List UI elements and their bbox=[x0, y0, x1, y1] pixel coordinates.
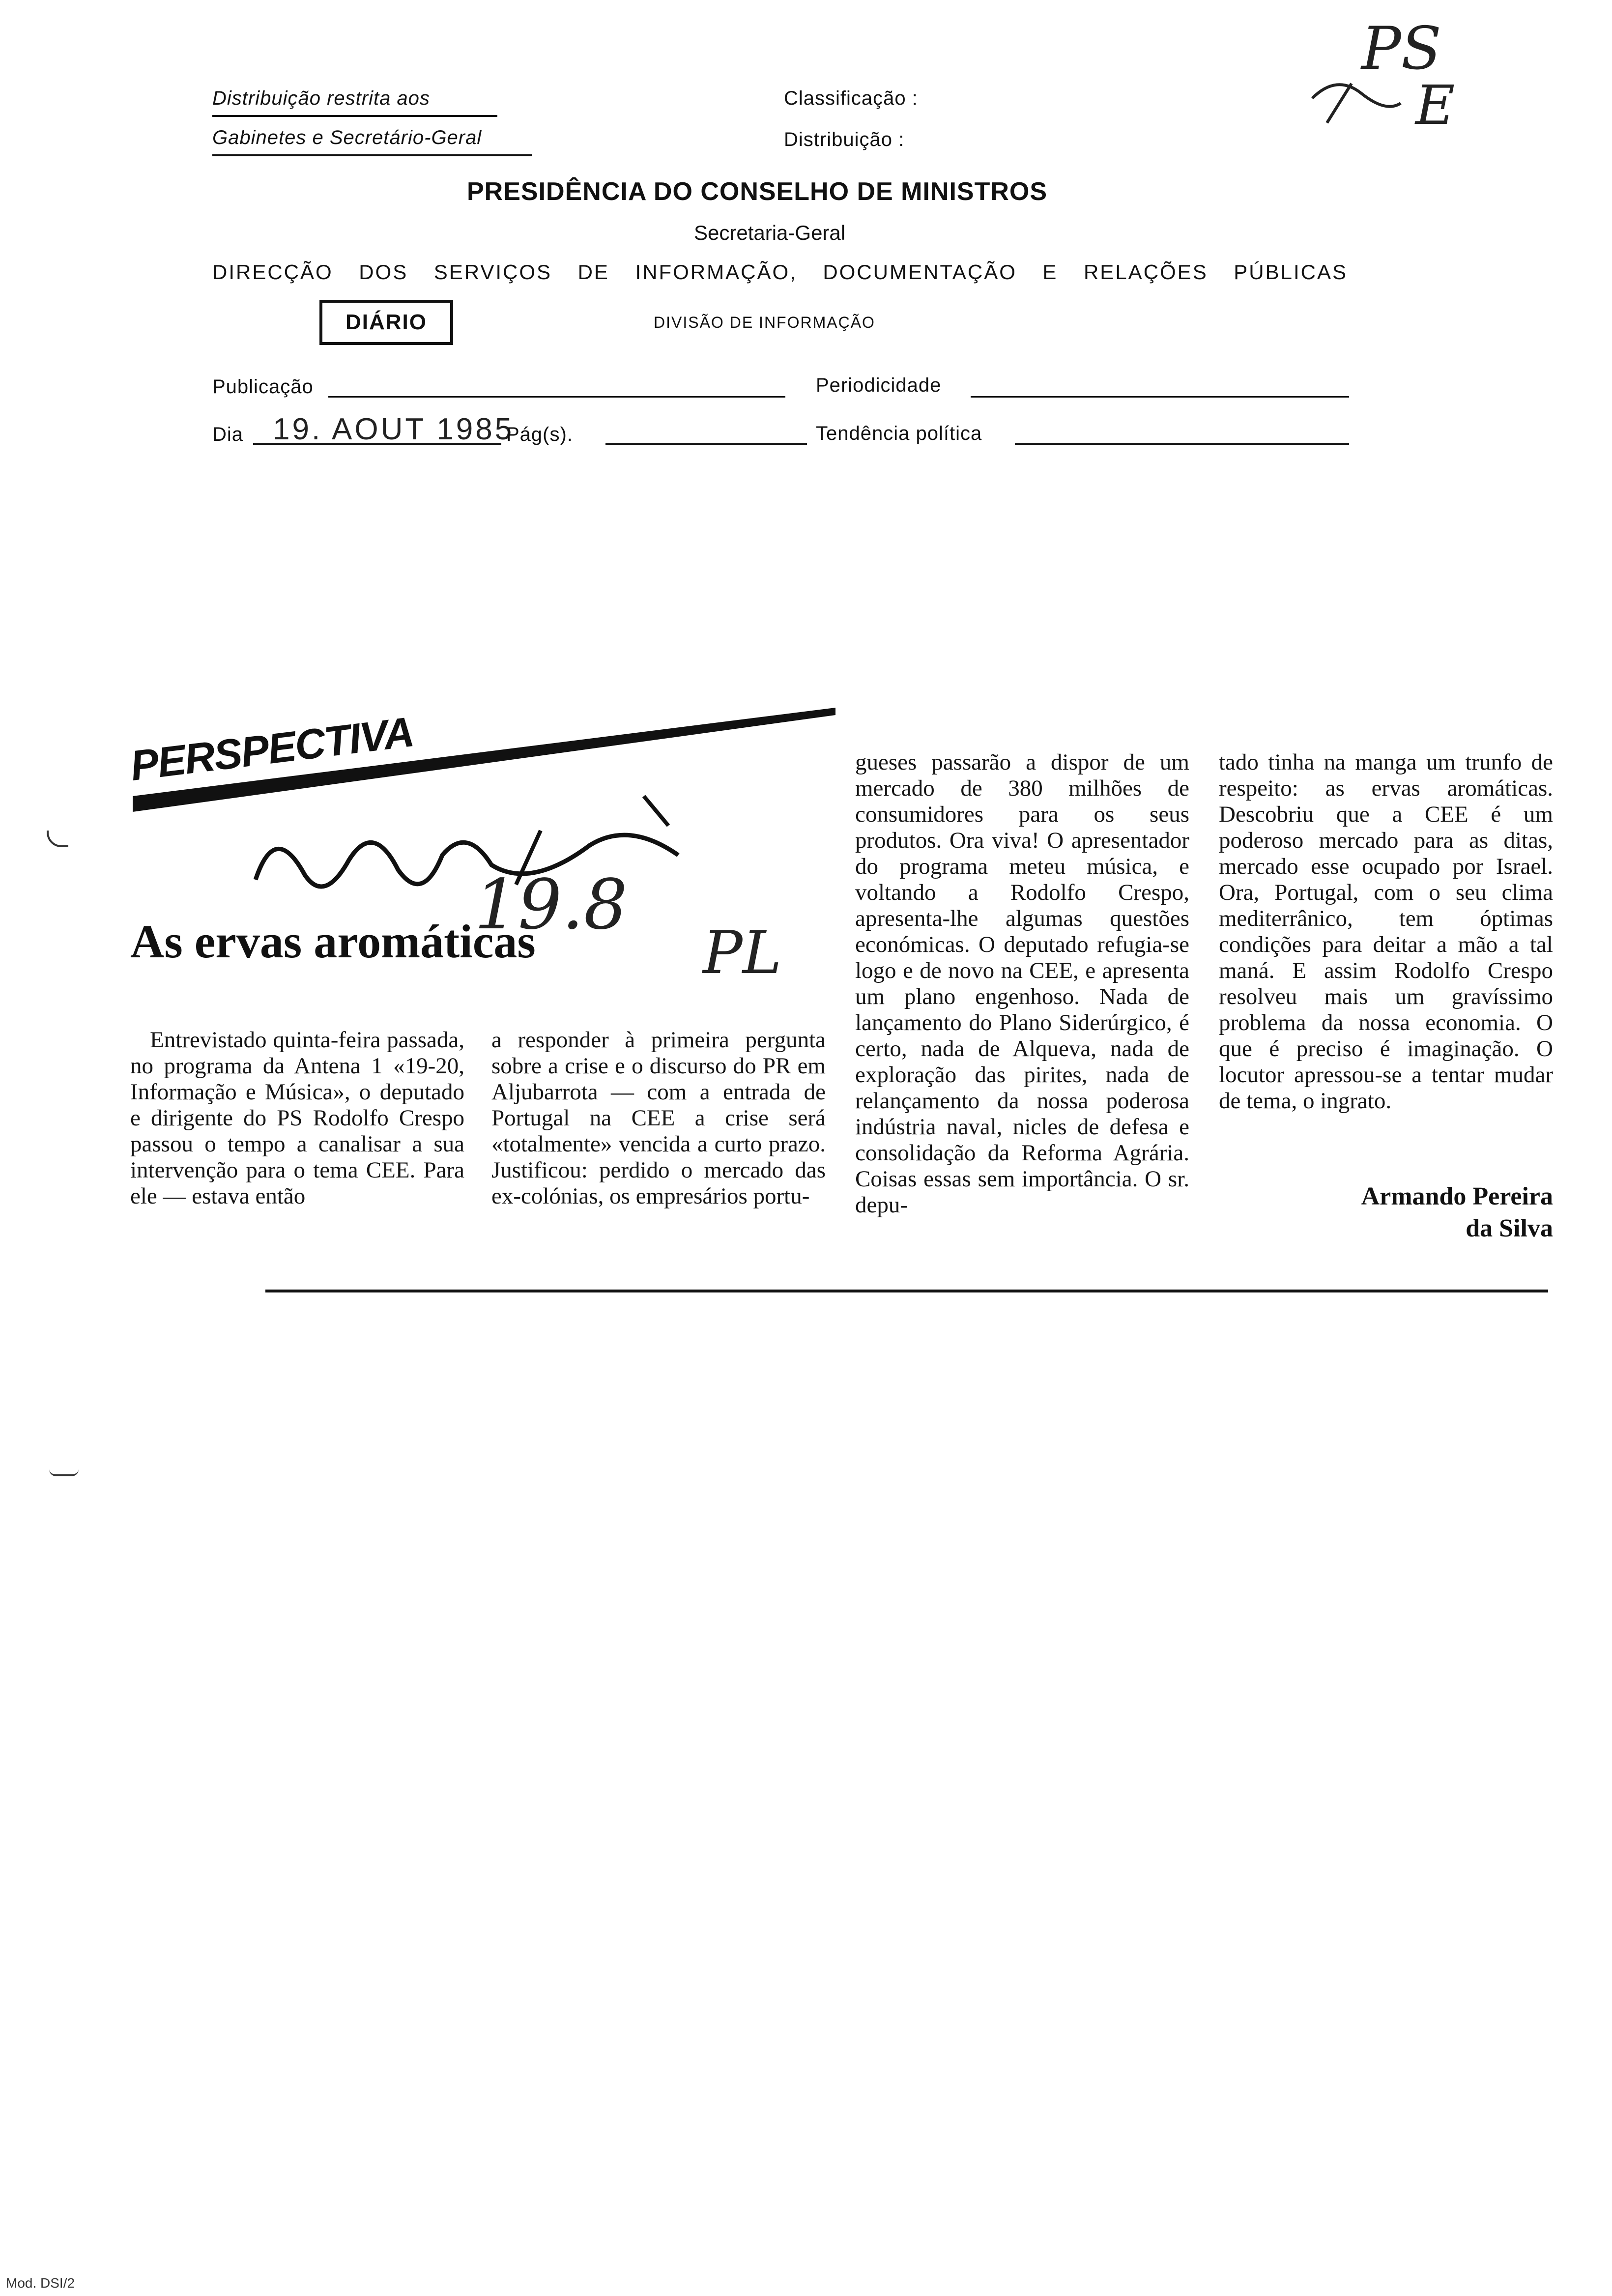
article-clipping bbox=[123, 683, 1553, 1307]
day-value: 19. AOUT 1985 bbox=[273, 412, 515, 446]
divider bbox=[212, 115, 497, 117]
pages-label: Pág(s). bbox=[506, 424, 573, 445]
handwritten-scribble-icon bbox=[1307, 64, 1406, 133]
org-title: PRESIDÊNCIA DO CONSELHO DE MINISTROS bbox=[467, 177, 1048, 206]
publication-field bbox=[328, 373, 785, 398]
author-byline-2: da Silva bbox=[1466, 1214, 1553, 1242]
division-label: DIVISÃO DE INFORMAÇÃO bbox=[654, 314, 875, 331]
article-column-1: Entrevistado quinta-feira passada, no programa da Antena 1 «19-20, Informação e Música», o deputado e dirigente do PS Rodolfo Crespo passou o tempo a canalisar a sua intervenção para o tema CEE. Para ele — estava então bbox=[130, 1027, 464, 1209]
margin-mark bbox=[47, 831, 68, 847]
distribution-line-2: Gabinetes e Secretário-Geral bbox=[212, 127, 482, 148]
tendency-label: Tendência política bbox=[816, 423, 982, 444]
article-headline: As ervas aromáticas bbox=[130, 915, 536, 968]
handwritten-e-note: E bbox=[1415, 74, 1455, 137]
section-title: PERSPECTIVA bbox=[128, 708, 416, 790]
publication-label: Publicação bbox=[212, 376, 314, 398]
handwritten-ps-note: PS bbox=[1361, 15, 1441, 83]
form-code: Mod. DSI/2 bbox=[6, 2275, 75, 2291]
clipping-bottom-rule bbox=[265, 1290, 1548, 1292]
periodicity-label: Periodicidade bbox=[816, 374, 942, 396]
distribution-line-1: Distribuição restrita aos bbox=[212, 87, 430, 109]
day-field bbox=[253, 418, 501, 445]
article-column-2: a responder à primeira pergunta sobre a crise e o discurso do PR em Aljubarrota — com a entrada de Portugal na CEE a crise será «totalmente» vencida a curto prazo. Justificou: perdido o mercado das ex-colónias, os empresários portu- bbox=[491, 1027, 826, 1209]
pages-field bbox=[605, 418, 807, 445]
author-byline-1: Armando Pereira bbox=[1361, 1182, 1553, 1210]
divider bbox=[212, 154, 532, 156]
classification-label: Classificação : bbox=[784, 87, 918, 109]
diario-stamp: DIÁRIO bbox=[319, 300, 453, 345]
day-label: Dia bbox=[212, 424, 244, 445]
distribution-label: Distribuição : bbox=[784, 129, 905, 150]
tendency-field bbox=[1015, 418, 1349, 445]
periodicity-field bbox=[971, 373, 1349, 398]
handwritten-date-note: 19.8 bbox=[474, 865, 628, 945]
article-column-3: gueses passarão a dispor de um mercado de 380 milhões de consumidores para os seus produtos. Ora viva! O apresentador do programa meteu música, e voltando a Rodolfo Crespo, apresenta-lhe algumas questões económicas. O deputado refugia-se logo e de novo na CEE, e apresenta um plano engenhoso. Nada de lançamento do Plano Siderúrgico, é certo, nada de Alqueva, nada de exploração das pirites, nada de relançamento da nossa poderosa indústria naval, nicles de defesa e consolidação da Reforma Agrária. Coisas essas sem importância. O sr. depu- bbox=[855, 749, 1189, 1218]
direction-line: DIRECÇÃO DOS SERVIÇOS DE INFORMAÇÃO, DOCUMENTAÇÃO E RELAÇÕES PÚBLICAS bbox=[212, 260, 1348, 284]
article-column-4: tado tinha na manga um trunfo de respeito: as ervas aromáticas. Descobriu que a CEE é um poderoso mercado para as ditas, mercado esse ocupado por Israel. Ora, Portugal, com o seu clima mediterrânico, tem óptimas condições para deitar a mão a tal maná. E assim Rodolfo Crespo resolveu mais um gravíssimo problema da nossa economia. O que é preciso é imaginação. O locutor apressou-se a tentar mudar de tema, o ingrato. bbox=[1219, 749, 1553, 1114]
org-subtitle: Secretaria-Geral bbox=[694, 221, 846, 244]
margin-mark bbox=[49, 1469, 79, 1476]
handwritten-page-note: PL bbox=[703, 919, 782, 987]
